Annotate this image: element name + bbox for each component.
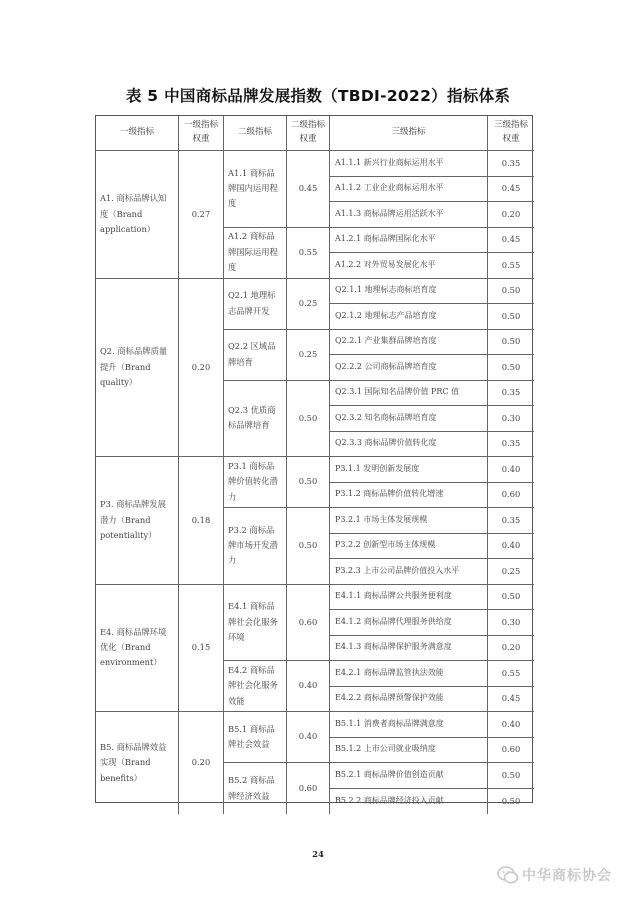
level3-weight: 0.60 bbox=[488, 738, 534, 764]
level2-indicator: E4.1 商标品牌社会化服务环境 bbox=[224, 585, 287, 662]
watermark bbox=[497, 862, 632, 888]
level2-weight: 0.50 bbox=[287, 508, 330, 585]
level3-indicator: A1.2.1 商标品牌国际化水平 bbox=[330, 228, 488, 254]
level3-indicator: A1.2.2 对外贸易发展化水平 bbox=[330, 253, 488, 279]
level1-weight: 0.20 bbox=[179, 279, 224, 458]
level3-weight: 0.50 bbox=[488, 585, 534, 611]
level3-indicator: B5.1.2 上市公司就业吸纳度 bbox=[330, 738, 488, 764]
level3-indicator: P3.2.1 市场主体发展规模 bbox=[330, 508, 488, 534]
level3-indicator: P3.1.2 商标品牌价值转化增速 bbox=[330, 483, 488, 509]
level3-weight: 0.30 bbox=[488, 406, 534, 432]
level3-weight: 0.35 bbox=[488, 432, 534, 458]
level1-indicator: E4. 商标品牌环境优化（Brand environment） bbox=[96, 585, 179, 713]
header-level1: 一级指标 bbox=[96, 116, 179, 151]
level3-weight: 0.60 bbox=[488, 483, 534, 509]
level2-weight: 0.40 bbox=[287, 712, 330, 763]
level1-weight: 0.18 bbox=[179, 457, 224, 585]
page-number: 24 bbox=[312, 850, 324, 860]
level2-indicator: B5.2 商标品牌经济效益 bbox=[224, 763, 287, 814]
level3-weight: 0.30 bbox=[488, 610, 534, 636]
header-level1-weight: 一级指标权重 bbox=[179, 116, 224, 151]
level3-weight: 0.25 bbox=[488, 559, 534, 585]
level3-indicator: Q2.3.1 国际知名品牌价值 PRC 值 bbox=[330, 381, 488, 407]
level3-indicator: P3.2.2 创新型市场主体规模 bbox=[330, 534, 488, 560]
level2-indicator: B5.1 商标品牌社会效益 bbox=[224, 712, 287, 763]
level3-weight: 0.40 bbox=[488, 534, 534, 560]
level3-indicator: P3.2.3 上市公司品牌价值投入水平 bbox=[330, 559, 488, 585]
wechat-icon bbox=[497, 865, 519, 885]
header-level2: 二级指标 bbox=[224, 116, 287, 151]
level1-indicator: Q2. 商标品牌质量提升（Brand quality） bbox=[96, 279, 179, 458]
watermark-text: 中华商标协会 bbox=[522, 868, 612, 884]
level2-weight: 0.40 bbox=[287, 661, 330, 712]
level3-weight: 0.20 bbox=[488, 636, 534, 662]
level1-indicator: P3. 商标品牌发展潜力（Brand potentiality） bbox=[96, 457, 179, 585]
level3-indicator: Q2.2.2 公司商标品牌培育度 bbox=[330, 355, 488, 381]
level3-weight: 0.50 bbox=[488, 304, 534, 330]
level2-weight: 0.60 bbox=[287, 585, 330, 662]
level3-indicator: Q2.3.3 商标品牌价值转化度 bbox=[330, 432, 488, 458]
level2-indicator: A1.1 商标品牌国内运用程度 bbox=[224, 151, 287, 228]
header-level3: 三级指标 bbox=[330, 116, 488, 151]
level2-indicator: Q2.1 地理标志品牌开发 bbox=[224, 279, 287, 330]
level3-indicator: P3.1.1 发明创新发展度 bbox=[330, 457, 488, 483]
level2-indicator: Q2.3 优质商标品牌培育 bbox=[224, 381, 287, 458]
level3-weight: 0.50 bbox=[488, 330, 534, 356]
level3-indicator: Q2.3.2 知名商标品牌培育度 bbox=[330, 406, 488, 432]
level1-weight: 0.27 bbox=[179, 151, 224, 279]
level1-weight: 0.20 bbox=[179, 712, 224, 814]
level3-indicator: E4.1.2 商标品牌代理服务供给度 bbox=[330, 610, 488, 636]
level3-weight: 0.35 bbox=[488, 381, 534, 407]
level2-indicator: Q2.2 区域品牌培育 bbox=[224, 330, 287, 381]
level3-weight: 0.20 bbox=[488, 202, 534, 228]
level1-indicator: B5. 商标品牌效益实现（Brand benefits） bbox=[96, 712, 179, 814]
level3-weight: 0.50 bbox=[501, 795, 521, 806]
level2-indicator: P3.1 商标品牌价值转化潜力 bbox=[224, 457, 287, 508]
level3-indicator: Q2.1.1 地理标志商标培育度 bbox=[330, 279, 488, 305]
level2-weight: 0.25 bbox=[287, 279, 330, 330]
level3-indicator: Q2.1.2 地理标志产品培育度 bbox=[330, 304, 488, 330]
level3-indicator: E4.1.1 商标品牌公共服务便利度 bbox=[330, 585, 488, 611]
level3-weight: 0.50 bbox=[488, 355, 534, 381]
level3-weight: 0.45 bbox=[488, 228, 534, 254]
level3-indicator: B5.2.2 商标品牌经济投入贡献 bbox=[330, 789, 488, 815]
level3-weight: 0.40 bbox=[488, 712, 534, 738]
table-title: 表 5 中国商标品牌发展指数（TBDI-2022）指标体系 bbox=[125, 87, 511, 105]
header-level2-weight: 二级指标权重 bbox=[287, 116, 330, 151]
level2-indicator: E4.2 商标品牌社会化服务效能 bbox=[224, 661, 287, 712]
level1-indicator: A1. 商标品牌认知度（Brand application） bbox=[96, 151, 179, 279]
level2-weight: 0.60 bbox=[287, 763, 330, 814]
indicator-table bbox=[95, 115, 533, 806]
level3-indicator: B5.2.1 商标品牌价值创造贡献 bbox=[330, 763, 488, 789]
level3-indicator: Q2.2.1 产业集群品牌培育度 bbox=[330, 330, 488, 356]
level3-weight: 0.55 bbox=[488, 661, 534, 687]
level3-weight: 0.40 bbox=[488, 457, 534, 483]
level3-indicator: E4.2.1 商标品牌监管执法效能 bbox=[330, 661, 488, 687]
header-level3-weight: 三级指标权重 bbox=[488, 116, 534, 151]
level3-weight: 0.50 bbox=[488, 763, 534, 789]
level2-weight: 0.55 bbox=[287, 228, 330, 279]
level3-weight: 0.55 bbox=[488, 253, 534, 279]
level3-indicator: A1.1.1 新兴行业商标运用水平 bbox=[330, 151, 488, 177]
level3-weight: 0.45 bbox=[488, 687, 534, 713]
level3-indicator: A1.1.2 工业企业商标运用水平 bbox=[330, 177, 488, 203]
level3-weight: 0.35 bbox=[488, 508, 534, 534]
level3-indicator: E4.1.3 商标品牌保护服务满意度 bbox=[330, 636, 488, 662]
level2-weight: 0.25 bbox=[287, 330, 330, 381]
level2-weight: 0.50 bbox=[287, 457, 330, 508]
level3-indicator: B5.1.1 消费者商标品牌满意度 bbox=[330, 712, 488, 738]
level2-indicator: P3.2 商标品牌市场开发潜力 bbox=[224, 508, 287, 585]
level2-indicator: A1.2 商标品牌国际运用程度 bbox=[224, 228, 287, 279]
level2-weight: 0.50 bbox=[287, 381, 330, 458]
level3-indicator: A1.1.3 商标品牌运用活跃水平 bbox=[330, 202, 488, 228]
level1-weight: 0.15 bbox=[179, 585, 224, 713]
level2-weight: 0.45 bbox=[287, 151, 330, 228]
level3-indicator: E4.2.2 商标品牌预警保护效能 bbox=[330, 687, 488, 713]
level3-weight: 0.50 bbox=[488, 279, 534, 305]
level3-weight: 0.35 bbox=[488, 151, 534, 177]
level3-weight: 0.45 bbox=[488, 177, 534, 203]
